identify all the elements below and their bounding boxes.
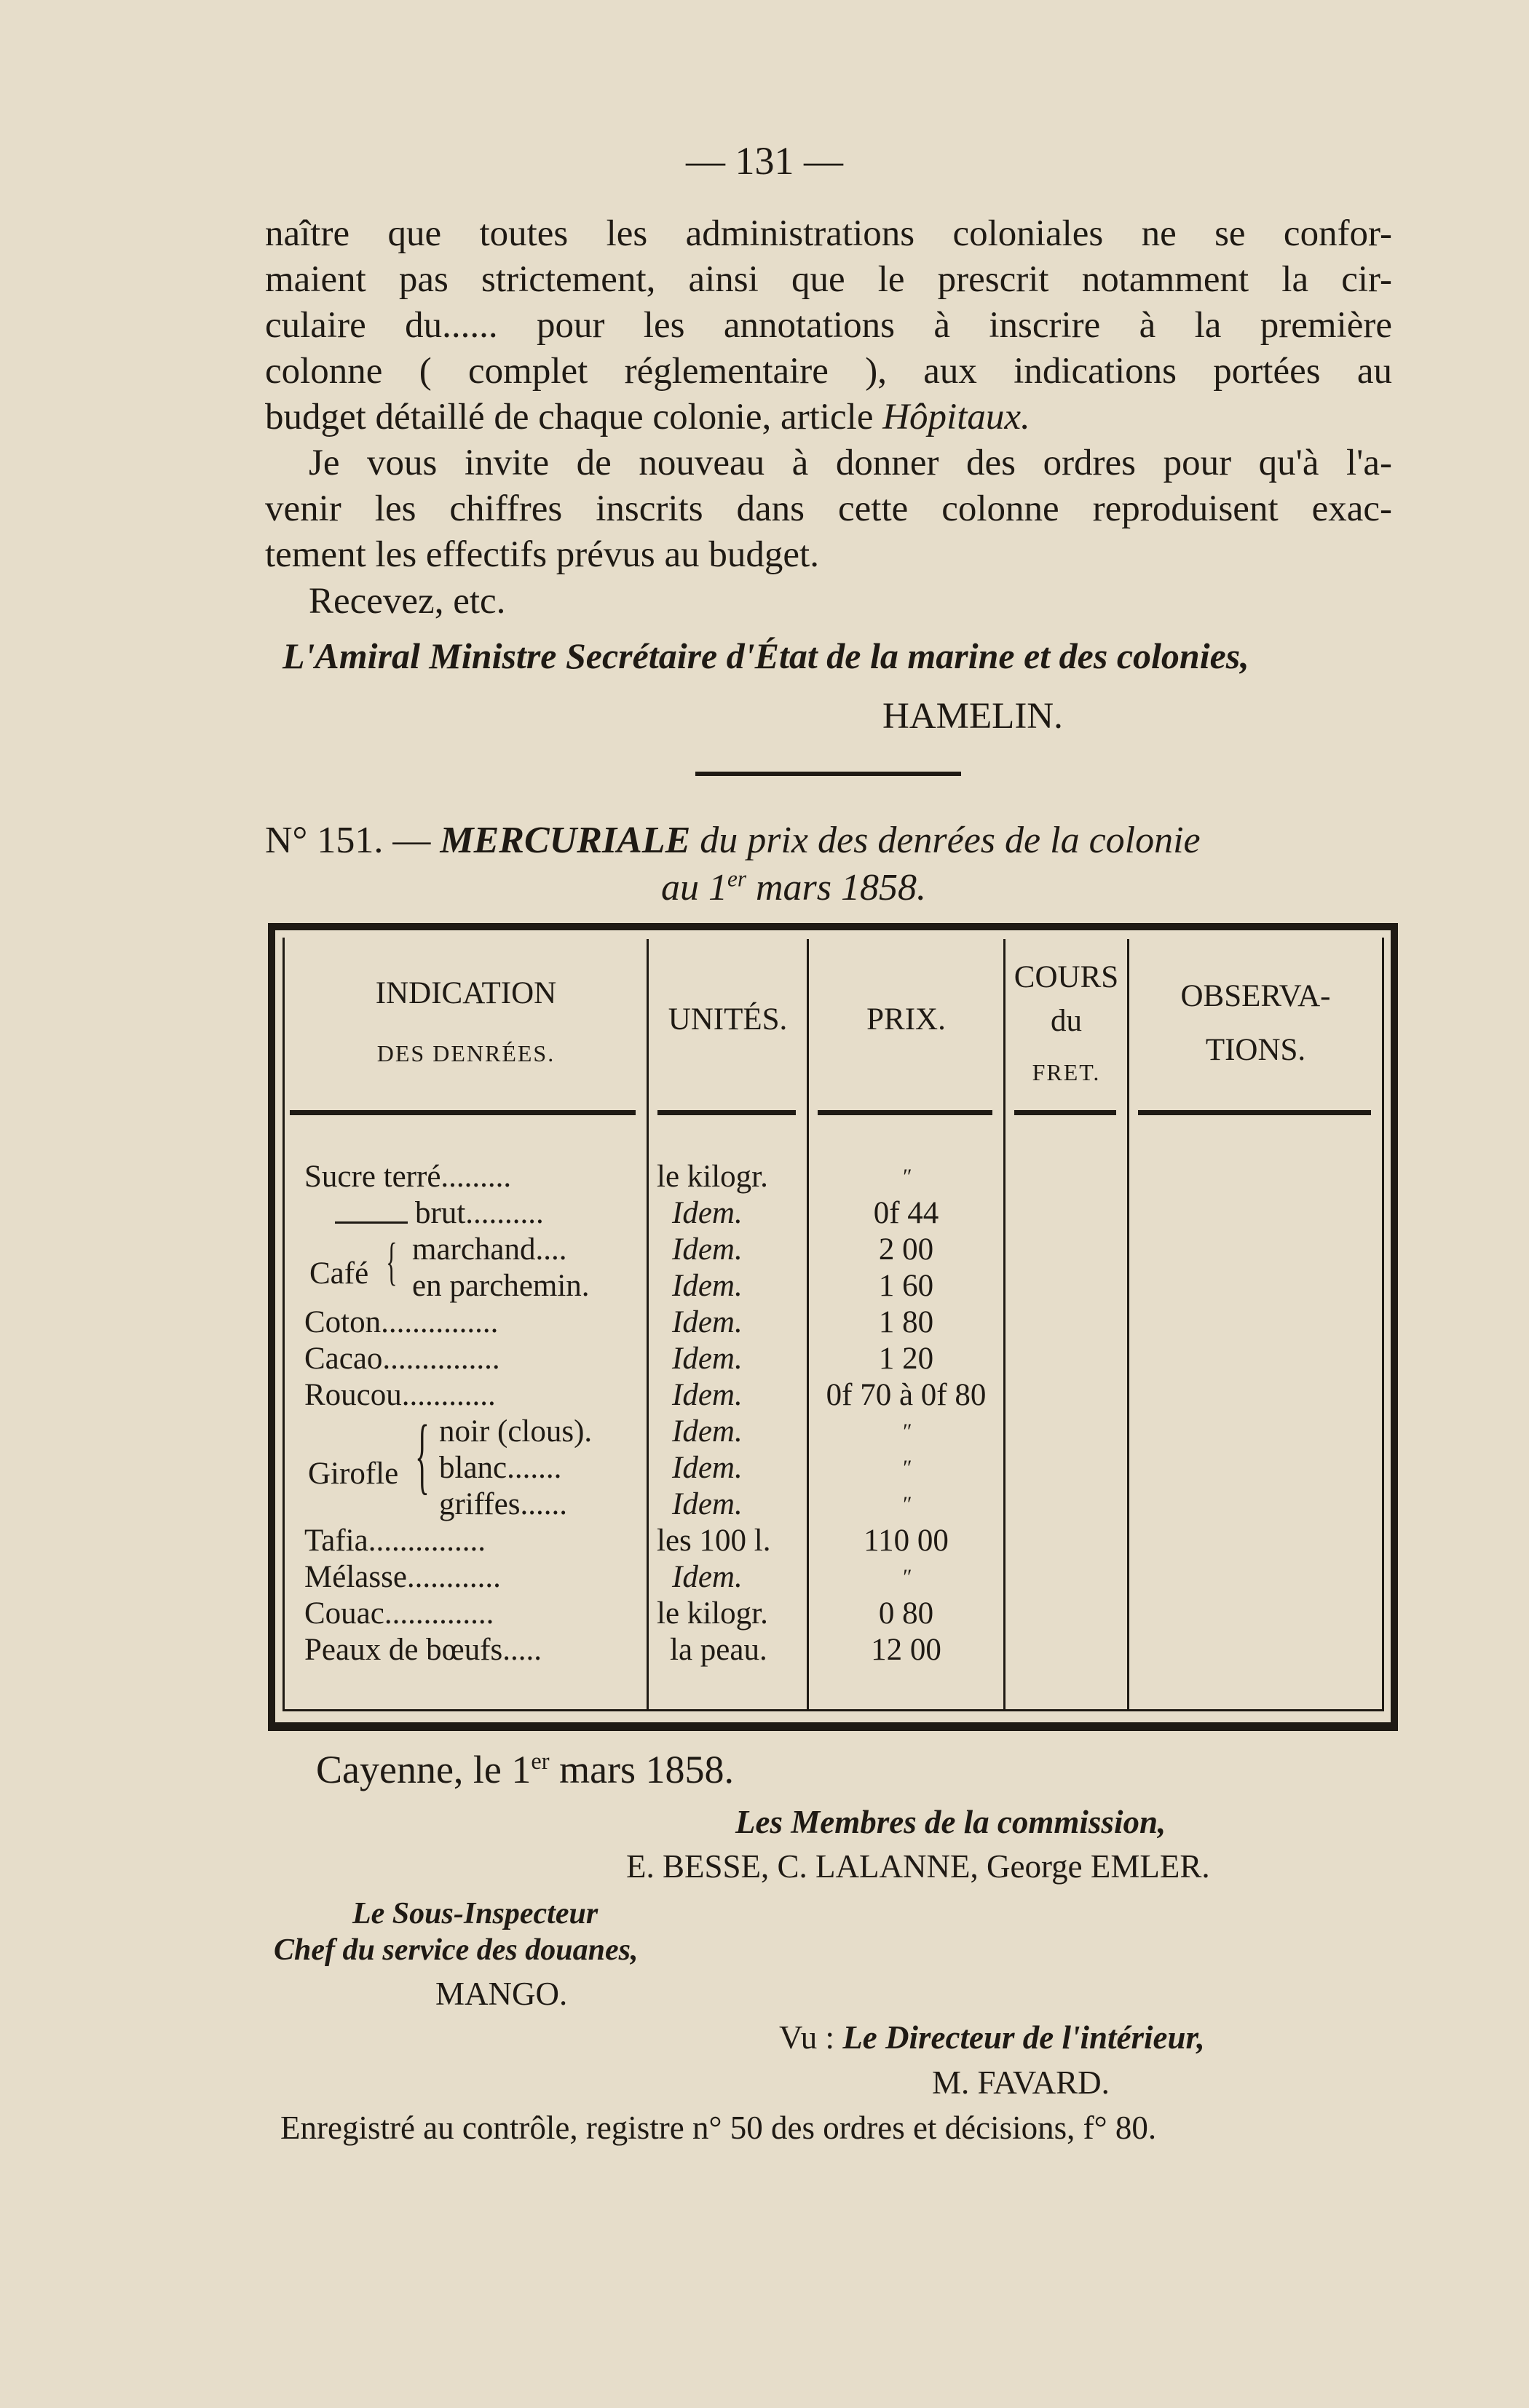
row-prix: ″: [901, 1492, 911, 1516]
row-denree: Peaux de bœufs.....: [304, 1633, 542, 1667]
row-unite: Idem.: [672, 1305, 743, 1339]
column-divider-1: [647, 939, 649, 1711]
brace-girofle: {: [415, 1407, 430, 1502]
row-denree: Tafia...............: [304, 1524, 486, 1558]
row-unite: Idem.: [672, 1414, 743, 1449]
group-label-cafe: Café: [309, 1256, 369, 1291]
row-prix: 110 00: [864, 1524, 949, 1558]
row-prix: 0f 44: [873, 1196, 939, 1230]
place-date-prefix: Cayenne, le 1: [316, 1748, 532, 1791]
sous-inspecteur-name: MANGO.: [435, 1976, 568, 2012]
header-rule-2: [657, 1110, 796, 1115]
section-title: [265, 817, 1201, 863]
header-des-denrees: DES DENRÉES.: [376, 1040, 556, 1066]
row-prix: 12 00: [871, 1633, 941, 1667]
row-denree: Roucou............: [304, 1378, 496, 1412]
row-denree: marchand....: [412, 1232, 567, 1267]
row-denree: griffes......: [439, 1487, 567, 1521]
row-unite: Idem.: [672, 1378, 743, 1412]
row-unite: Idem.: [672, 1196, 743, 1230]
section-number: N° 151. —: [265, 820, 431, 861]
vu-title: Le Directeur de l'intérieur,: [842, 2019, 1205, 2056]
place-date-sup: er: [531, 1748, 550, 1775]
section-date: [661, 865, 926, 911]
row-prix: 0f 70 à 0f 80: [826, 1378, 987, 1412]
letter-line-5-text: budget détaillé de chaque colonie, article: [265, 397, 883, 437]
table-inner-left: [283, 938, 285, 1709]
signature-title: L'Amiral Ministre Secrétaire d'État de la marine et des colonies,: [283, 635, 1249, 676]
header-indication: INDICATION: [375, 976, 557, 1010]
section-date-rest: mars 1858.: [746, 867, 927, 908]
row-unite: le kilogr.: [657, 1596, 768, 1631]
row-prix: ″: [901, 1565, 911, 1589]
row-prix: 2 00: [878, 1232, 934, 1267]
row-denree: en parchemin.: [412, 1269, 590, 1303]
signature-name: HAMELIN.: [882, 696, 1063, 737]
table-inner-right: [1382, 938, 1384, 1709]
row-denree: brut..........: [415, 1196, 544, 1230]
row-unite: Idem.: [672, 1232, 743, 1267]
table-top-border: [268, 923, 1398, 930]
row-unite: Idem.: [672, 1487, 743, 1521]
table-left-border: [268, 923, 275, 1731]
registration-line: Enregistré au contrôle, registre n° 50 des ordres et décisions, f° 80.: [280, 2110, 1157, 2146]
header-unites: UNITÉS.: [668, 1002, 788, 1037]
header-tions: TIONS.: [1205, 1033, 1306, 1067]
hopitaux-article: Hôpitaux.: [882, 397, 1030, 437]
place-date: [316, 1747, 734, 1793]
header-fret: FRET.: [1032, 1059, 1101, 1085]
row-prix: 1 20: [878, 1342, 934, 1376]
letter-line-3: culaire du...... pour les annotations à inscrire à la première: [265, 305, 1392, 346]
row-denree: Mélasse............: [304, 1560, 501, 1594]
commission-title: Les Membres de la commission,: [735, 1804, 1166, 1840]
header-observations: OBSERVA-: [1180, 979, 1331, 1013]
header-rule-4: [1014, 1110, 1116, 1115]
row-unite: la peau.: [670, 1633, 767, 1667]
row-unite: Idem.: [672, 1269, 743, 1303]
commission-names: E. BESSE, C. LALANNE, George EMLER.: [626, 1848, 1210, 1885]
header-rule-1: [290, 1110, 636, 1115]
mercuriale-word: MERCURIALE: [440, 820, 691, 861]
letter-para2-line-1: Je vous invite de nouveau à donner des ordres pour qu'à l'a-: [309, 443, 1392, 483]
header-rule-3: [818, 1110, 992, 1115]
vu-line: [779, 2015, 1205, 2061]
row-unite: Idem.: [672, 1451, 743, 1485]
header-rule-5: [1138, 1110, 1371, 1115]
page-number: — 131 —: [686, 139, 843, 183]
letter-para2-line-2: venir les chiffres inscrits dans cette colonne reproduisent exac-: [265, 488, 1392, 529]
group-label-girofle: Girofle: [308, 1457, 399, 1491]
row-prix: 1 60: [878, 1269, 934, 1303]
row-unite: Idem.: [672, 1560, 743, 1594]
place-date-rest: mars 1858.: [549, 1748, 735, 1791]
separator-rule: [695, 772, 961, 776]
letter-line-1: naître que toutes les administrations coloniales ne se confor-: [265, 213, 1392, 254]
letter-para2-line-3: tement les effectifs prévus au budget.: [265, 534, 819, 575]
sous-inspecteur-service: Chef du service des douanes,: [274, 1933, 639, 1967]
row-denree: Cacao...............: [304, 1342, 500, 1376]
row-unite: le kilogr.: [657, 1160, 768, 1194]
brace-cafe: {: [386, 1232, 398, 1291]
letter-line-2: maient pas strictement, ainsi que le prescrit notamment la cir-: [265, 259, 1392, 300]
table-inner-bottom: [283, 1709, 1384, 1711]
vu-name: M. FAVARD.: [932, 2064, 1110, 2101]
section-title-rest: du prix des denrées de la colonie: [700, 820, 1201, 861]
letter-line-5: [265, 395, 1030, 440]
section-date-sup: er: [727, 866, 746, 892]
row-prix: ″: [901, 1419, 911, 1443]
section-date-prefix: au 1: [661, 867, 727, 908]
table-right-border: [1391, 923, 1398, 1731]
row-prix: 1 80: [878, 1305, 934, 1339]
row-prix: ″: [901, 1165, 911, 1189]
dash-brut: [335, 1221, 408, 1224]
header-cours: COURS: [1014, 960, 1119, 994]
letter-line-4: colonne ( complet réglementaire ), aux indications portées au: [265, 351, 1392, 392]
row-prix: 0 80: [878, 1596, 934, 1631]
header-prix: PRIX.: [866, 1002, 946, 1037]
table-bottom-border: [268, 1722, 1398, 1731]
row-denree: Sucre terré.........: [304, 1160, 512, 1194]
row-unite: Idem.: [672, 1342, 743, 1376]
row-denree: noir (clous).: [439, 1414, 593, 1449]
row-denree: Couac..............: [304, 1596, 494, 1631]
header-du: du: [1051, 1004, 1082, 1038]
row-denree: blanc.......: [439, 1451, 562, 1485]
row-unite: les 100 l.: [657, 1524, 771, 1558]
sous-inspecteur-title: Le Sous-Inspecteur: [352, 1897, 598, 1930]
vu-label: Vu :: [779, 2019, 835, 2056]
letter-closing: Recevez, etc.: [309, 581, 506, 622]
row-prix: ″: [901, 1456, 911, 1480]
row-denree: Coton...............: [304, 1305, 499, 1339]
